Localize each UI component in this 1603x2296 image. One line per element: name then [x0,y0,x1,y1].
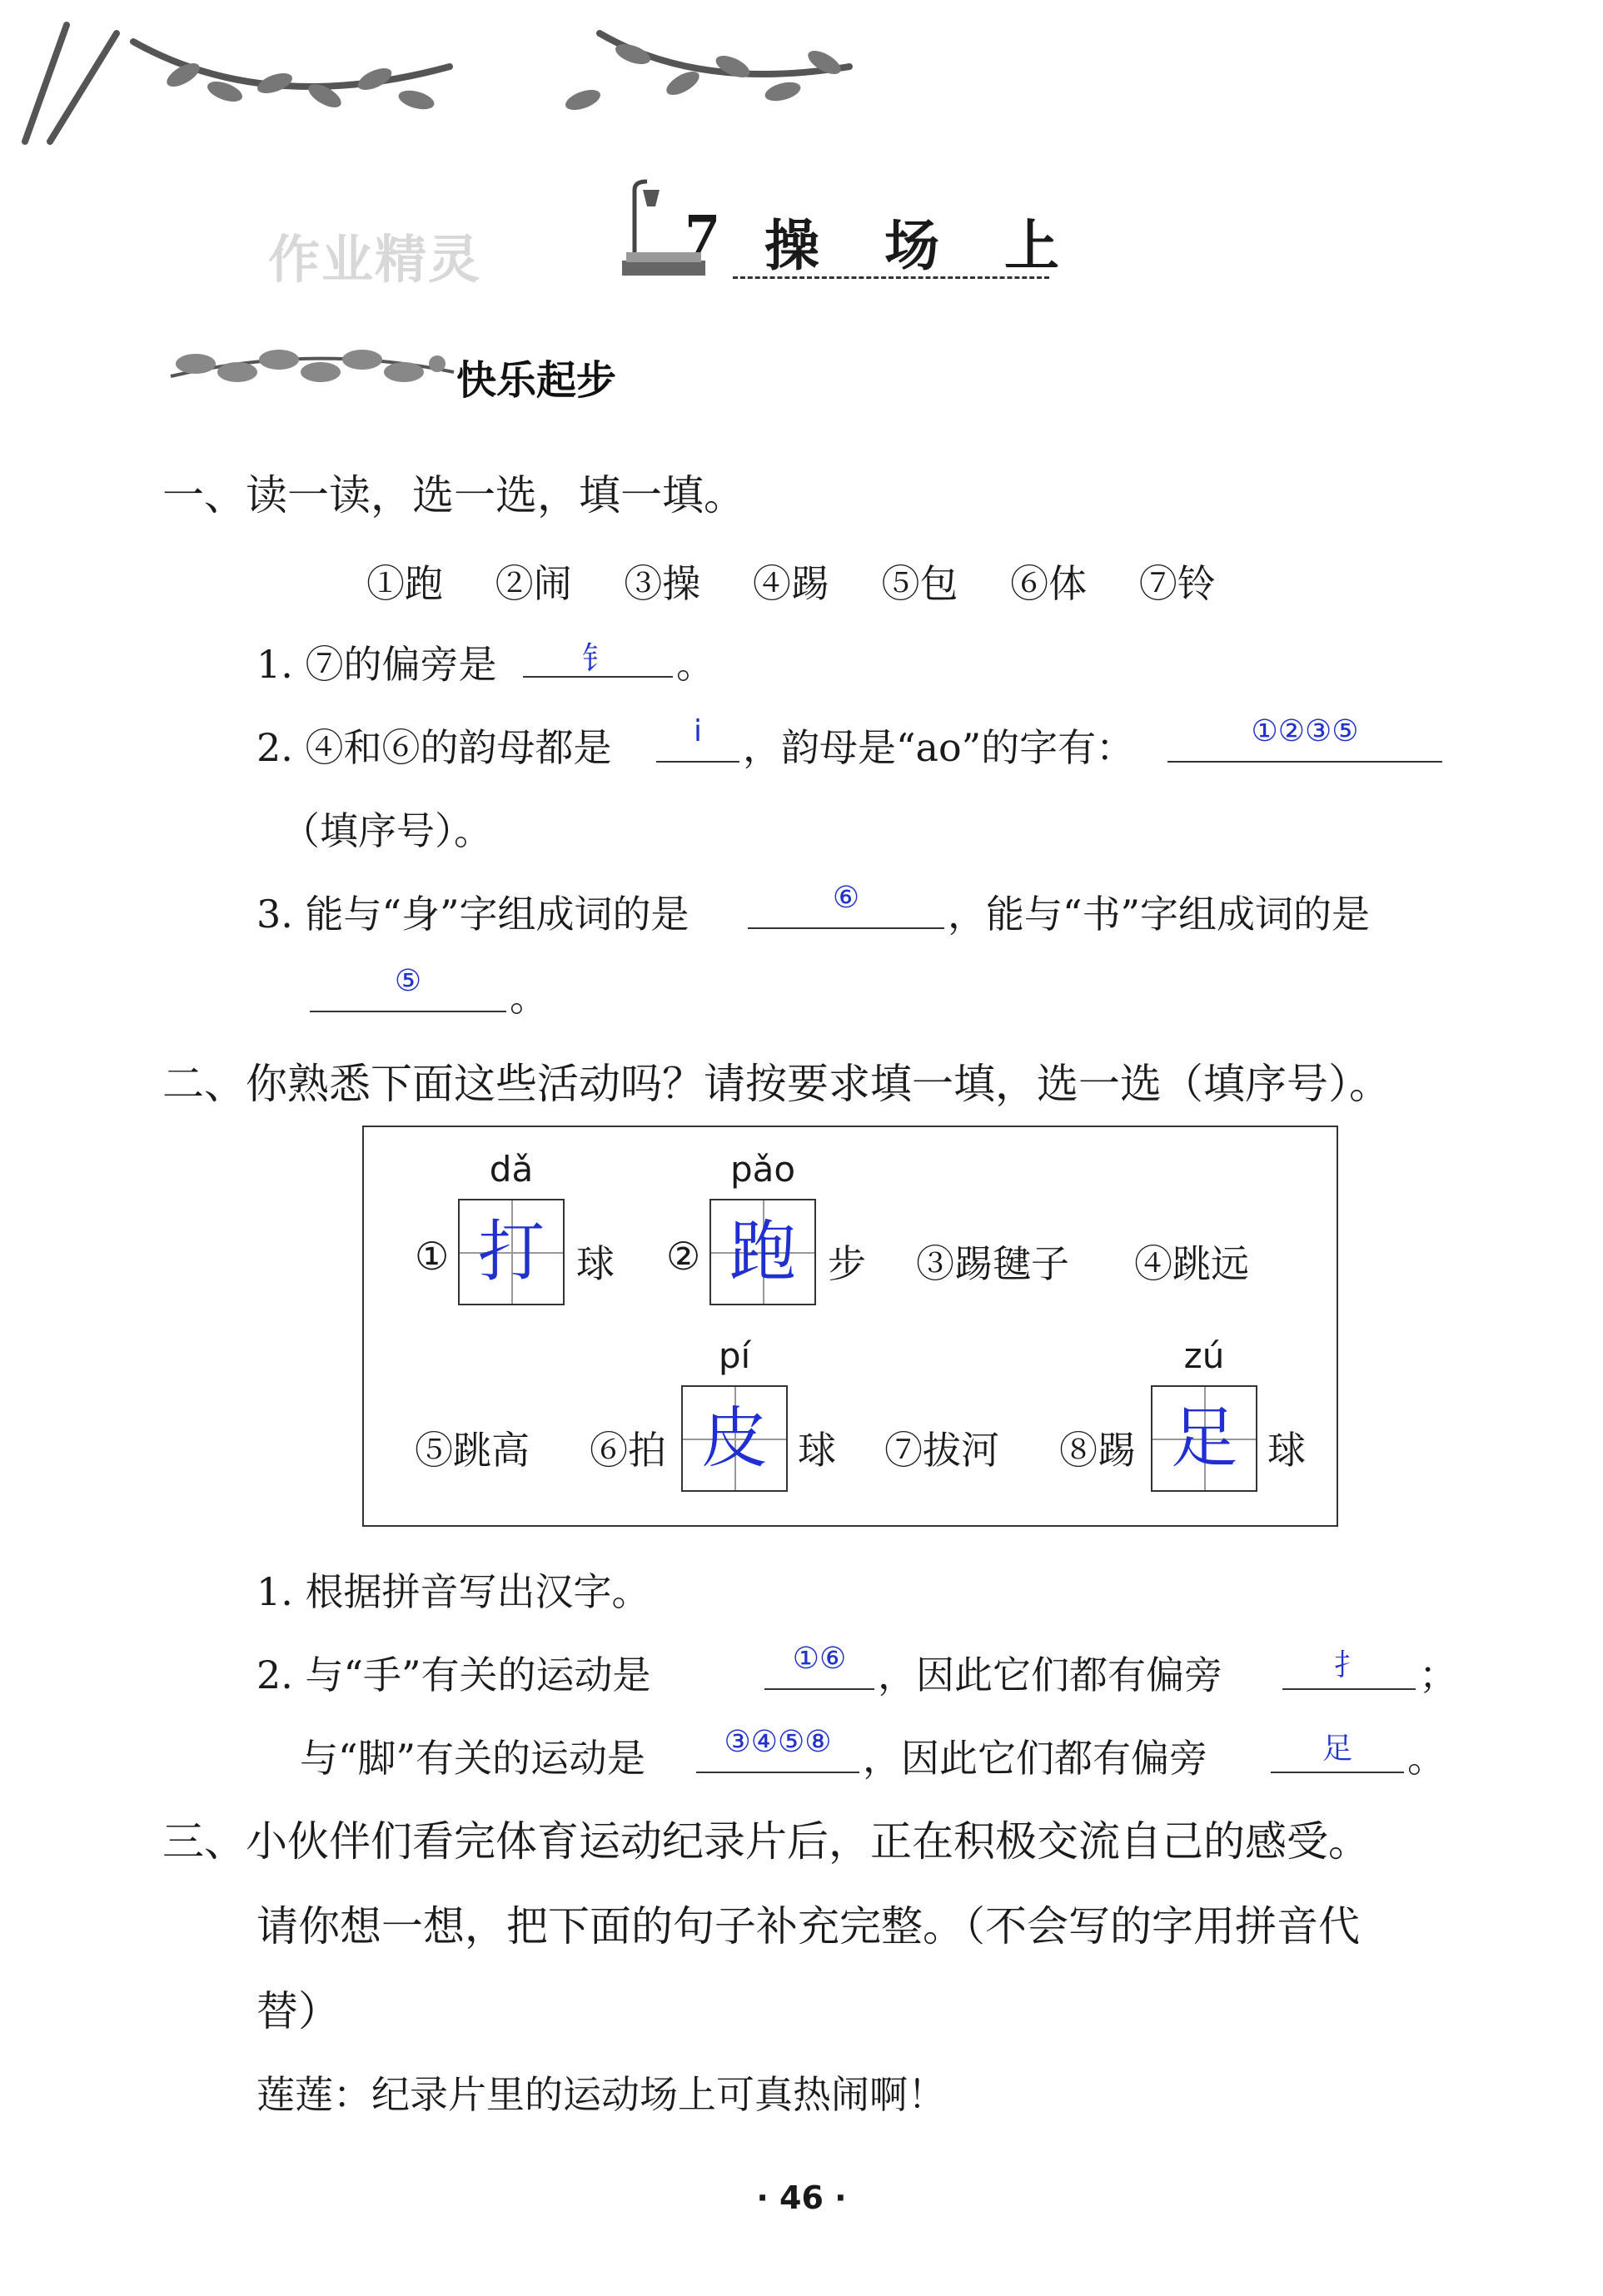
r1-item4: ④跳远 [1134,1241,1249,1286]
q2-item2-answer2: 扌 [1333,1648,1364,1682]
r1-item1-pinyin: dǎ [489,1149,534,1190]
q3-heading: 三、小伙伴们看完体育运动纪录片后，正在积极交流自己的感受。 [162,1817,1370,1866]
header-branch-decoration [17,17,866,150]
q1-item3-suffix: 。 [510,975,548,1020]
r2-item6-char: 皮 [701,1399,768,1477]
section-label: 快乐起步 [456,357,617,404]
q1-item2-middle: ，韵母是“ao”的字有： [743,725,1135,770]
r1-item2-post: 步 [828,1241,866,1286]
lesson-title: 操 场 上 [764,213,1064,278]
r2-item6-pre: ⑥拍 [590,1428,666,1473]
q2-item3-answer2: 足 [1322,1732,1352,1766]
r1-item1-post: 球 [576,1241,615,1286]
r2-item8-tian-box[interactable] [1151,1385,1257,1492]
q2-item2-blank1[interactable] [764,1642,874,1690]
q2-item3-prefix: 与“脚”有关的运动是 [300,1736,646,1781]
lesson-number: 7 [685,204,721,265]
q1-item2-answer2: ①②③⑤ [1251,714,1359,748]
q1-item2-prefix: 2. ④和⑥的韵母都是 [256,725,612,770]
q2-item1: 1. 根据拼音写出汉字。 [256,1569,650,1614]
r2-item7: ⑦拔河 [884,1428,999,1473]
q1-item2-answer1: i [693,714,702,748]
q1-item2-blank1[interactable] [656,714,739,763]
option-4: ④踢 [752,561,829,606]
q2-item2-middle: ，因此它们都有偏旁 [878,1652,1222,1697]
r2-item6-post: 球 [798,1428,836,1473]
q3-line2: 请你想一想，把下面的句子补充完整。（不会写的字用拼音代 [256,1902,1360,1951]
q1-heading: 一、读一读，选一选，填一填。 [162,471,745,519]
option-5: ⑤包 [881,561,958,606]
q2-item3-suffix: 。 [1407,1736,1446,1781]
q2-item2-blank2[interactable] [1282,1642,1416,1690]
watermark-text: 作业精灵 [268,229,482,290]
r1-item1-tian-box[interactable] [458,1199,565,1305]
q2-item3-answer1: ③④⑤⑧ [724,1725,832,1759]
q1-item3-blank2[interactable] [310,964,506,1012]
r1-item2-pinyin: pǎo [729,1149,796,1190]
q1-item1-prefix: 1. ⑦的偏旁是 [256,642,497,687]
q1-item1-suffix: 。 [676,642,714,687]
r2-item6-pinyin: pí [718,1335,751,1376]
q1-item3-middle: ，能与“书”字组成词的是 [948,892,1371,937]
q2-item2-answer1: ①⑥ [792,1642,847,1676]
r2-item8-pre: ⑧踢 [1059,1428,1136,1473]
q1-item3-prefix: 3. 能与“身”字组成词的是 [256,892,689,937]
q1-item3-blank1[interactable] [748,881,944,929]
q2-item3-middle: ，因此它们都有偏旁 [863,1736,1207,1781]
q2-heading: 二、你熟悉下面这些活动吗？请按要求填一填，选一选（填序号）。 [162,1060,1391,1108]
r2-item8-pinyin: zú [1183,1335,1225,1376]
q2-item2-prefix: 2. 与“手”有关的运动是 [256,1652,651,1697]
title-dashed-underline [733,276,1049,279]
section-flower-decoration [162,326,462,401]
r2-item6-tian-box[interactable] [681,1385,788,1492]
option-3: ③操 [624,561,701,606]
page-number: · 46 · [756,2179,847,2216]
option-6: ⑥体 [1010,561,1088,606]
r1-item2-char: 跑 [729,1213,796,1290]
r1-item3: ③踢毽子 [916,1241,1069,1286]
r1-item1-char: 打 [478,1213,545,1290]
r1-item1-pre: ① [415,1234,450,1279]
r1-item2-tian-box[interactable] [709,1199,816,1305]
option-2: ②闹 [495,561,572,606]
q1-item3-answer1: ⑥ [832,881,860,915]
q2-item2-suffix: ； [1419,1652,1457,1697]
q1-options [366,554,1216,609]
r2-item8-post: 球 [1267,1428,1306,1473]
q2-item3-blank1[interactable] [696,1725,859,1773]
r2-item8-char: 足 [1171,1399,1237,1477]
q1-item2-line2: （填序号）。 [281,808,492,853]
q1-item1-blank[interactable] [523,633,673,678]
option-1: ①跑 [366,561,443,606]
q1-item3-answer2: ⑤ [394,964,422,998]
q3-line4: 莲莲：纪录片里的运动场上可真热闹啊！ [256,2072,946,2117]
option-7: ⑦铃 [1138,561,1216,606]
q3-line3: 替） [256,1987,340,2035]
r2-item5: ⑤跳高 [415,1428,530,1473]
r1-item2-pre: ② [666,1234,701,1279]
q1-item2-blank2[interactable] [1167,714,1442,763]
q2-item3-blank2[interactable] [1271,1725,1404,1773]
q1-item1-answer: 钅 [581,640,614,677]
